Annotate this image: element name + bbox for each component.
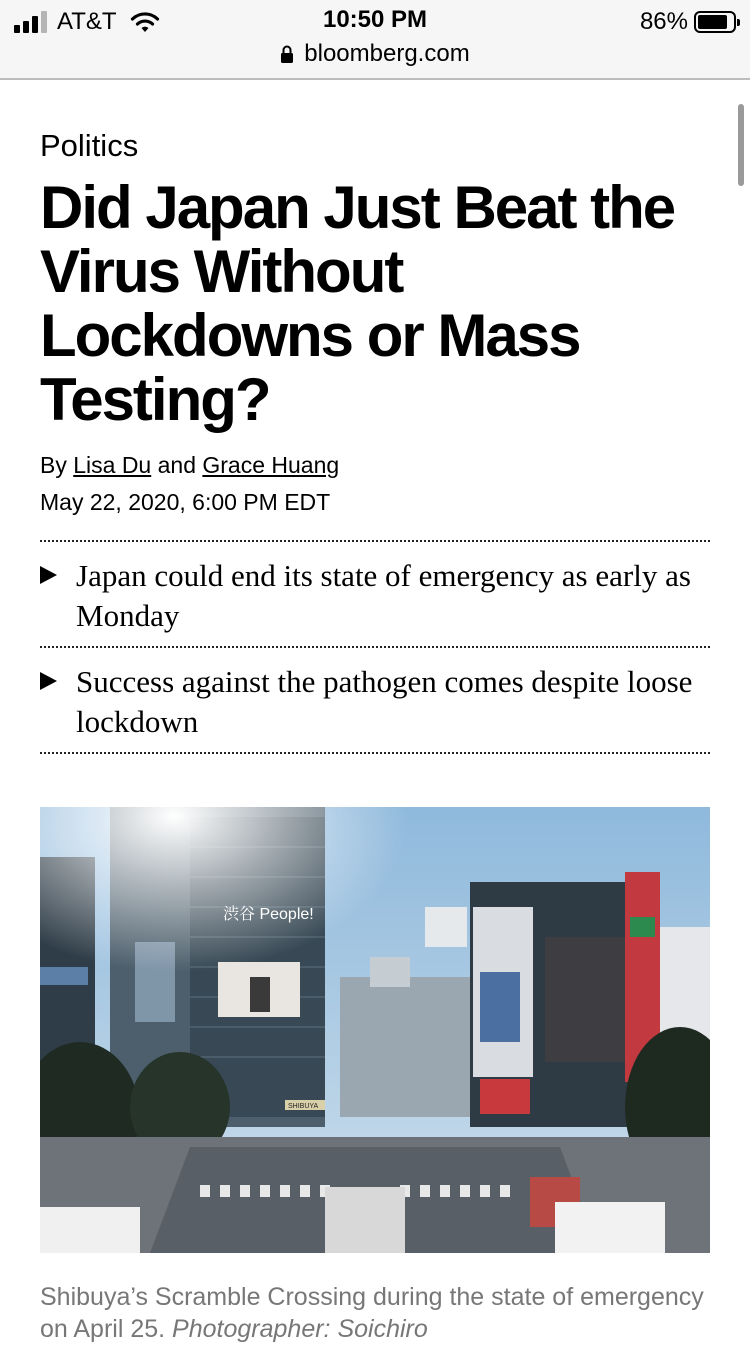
clock: 10:50 PM xyxy=(322,6,428,33)
address-bar[interactable] xyxy=(0,40,750,68)
battery-fill xyxy=(698,15,727,29)
status-bar xyxy=(0,0,750,80)
byline-prefix: By xyxy=(40,452,67,478)
bullet-item xyxy=(40,542,710,648)
photo-caption xyxy=(40,1281,720,1345)
lock-icon xyxy=(280,44,294,64)
status-right xyxy=(640,8,736,36)
headline: Did Japan Just Beat the Virus Without Lockdowns or Mass Testing? xyxy=(40,174,675,433)
author-link-grace-huang[interactable]: Grace Huang xyxy=(202,452,340,478)
bullet-text: Japan could end its state of emergency as early as Monday xyxy=(76,558,691,633)
scrollbar-thumb[interactable] xyxy=(738,104,744,186)
section-label[interactable]: Politics xyxy=(40,128,139,163)
byline-joiner: and xyxy=(157,452,196,478)
bullet-text: Success against the pathogen comes despite loose lockdown xyxy=(76,664,693,739)
publish-date: May 22, 2020, 6:00 PM EDT xyxy=(40,489,331,515)
battery-percent: 86% xyxy=(639,8,688,35)
photo-credit: Photographer: Soichiro xyxy=(172,1315,428,1343)
author-link-lisa-du[interactable]: Lisa Du xyxy=(73,452,152,478)
carrier-label: AT&T xyxy=(57,8,117,35)
battery-icon xyxy=(694,11,736,33)
bullet-triangle-icon xyxy=(40,672,57,690)
caption-text: Shibuya’s Scramble Crossing during the state of emergency on April 25. xyxy=(40,1283,704,1343)
summary-bullets xyxy=(40,540,710,754)
article-photo[interactable] xyxy=(40,807,710,1253)
shibuya-crossing-image xyxy=(40,807,710,1253)
bullet-triangle-icon xyxy=(40,566,57,584)
byline xyxy=(40,452,339,479)
bullet-item xyxy=(40,648,710,754)
url-text: bloomberg.com xyxy=(304,40,470,67)
